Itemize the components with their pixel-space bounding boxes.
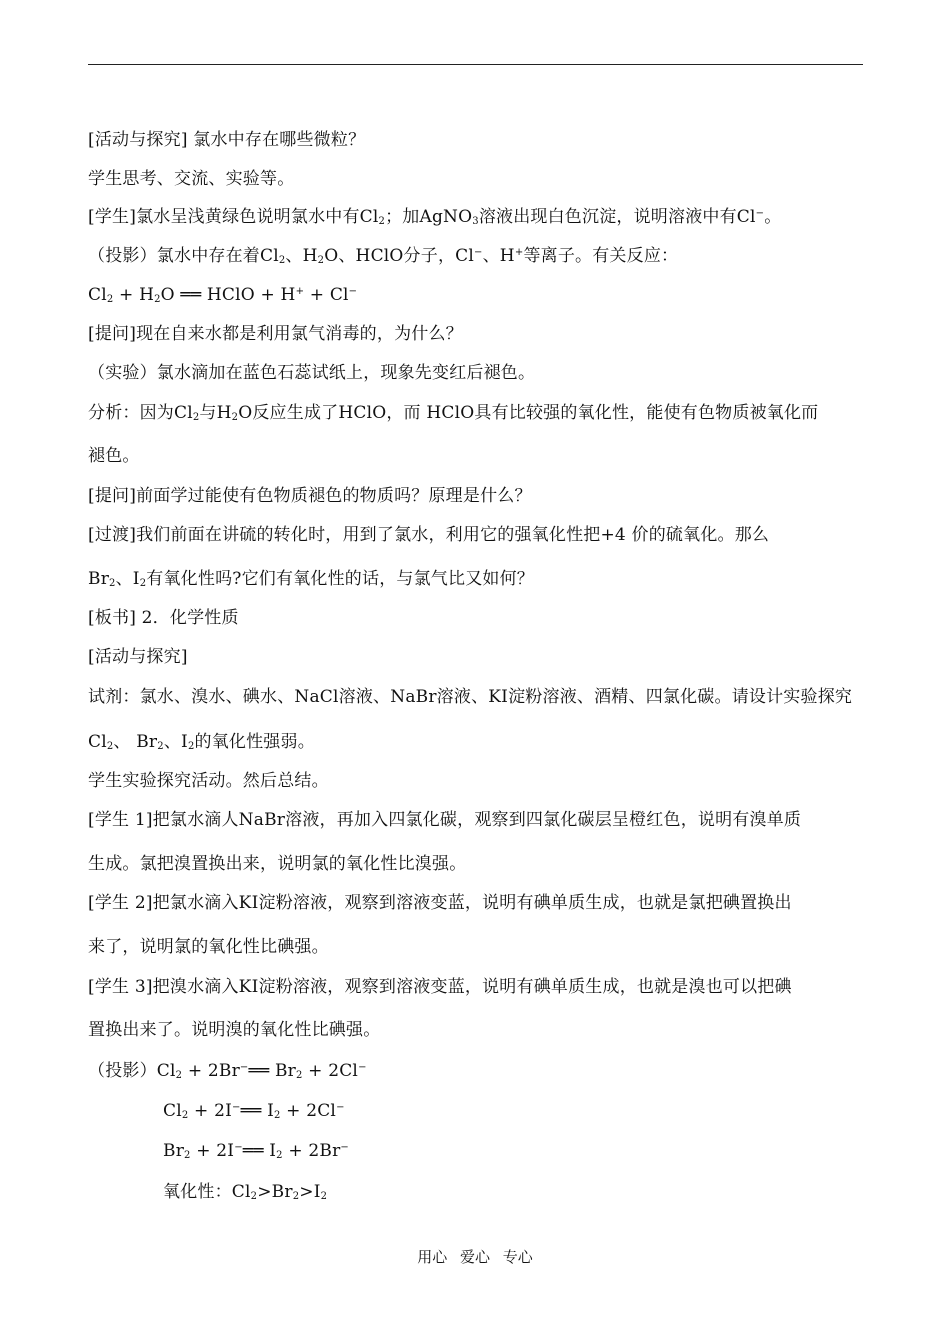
header-rule bbox=[88, 64, 863, 65]
text-line: 试剂：氯水、溴水、碘水、NaCl溶液、NaBr溶液、KI淀粉溶液、酒精、四氯化碳。请设计实验探究 bbox=[88, 687, 853, 707]
text-line: 置换出来了。说明溴的氧化性比碘强。 bbox=[88, 1020, 381, 1040]
text-line: [学生]氯水呈浅黄绿色说明氯水中有$Cl_2$；加AgNO$_3$溶液出现白色沉淀，说明溶液中有Cl−。 bbox=[88, 207, 782, 227]
text-line: [板书] 2．化学性质 bbox=[88, 608, 239, 628]
text-line: $Cl_2$、 $Br_2$、$I_2$的氧化性强弱。 bbox=[88, 732, 315, 752]
text-line: $Br_2$、$I_2$有氧化性吗?它们有氧化性的话，与氯气比又如何？ bbox=[88, 569, 534, 589]
text-line: [提问]前面学过能使有色物质褪色的物质吗？原理是什么？ bbox=[88, 486, 532, 506]
equation-line: $Br_2$ + 2I−══ $I_2 + 2Br^-$ bbox=[163, 1141, 350, 1161]
text-line: [活动与探究] bbox=[88, 647, 188, 667]
text-line: 褪色。 bbox=[88, 446, 140, 466]
oxidizing-order-line: 氧化性：$Cl_2>Br_2>I_2$ bbox=[163, 1182, 328, 1202]
equation-line: （投影）$Cl_2$ + 2Br−══ $Br_2 + 2Cl^-$ bbox=[88, 1061, 367, 1081]
text-line: [过渡]我们前面在讲硫的转化时，用到了氯水，利用它的强氧化性把+4 价的硫氧化。那么 bbox=[88, 525, 770, 545]
text-line: （实验）氯水滴加在蓝色石蕊试纸上，现象先变红后褪色。 bbox=[88, 363, 536, 383]
equation-line: $Cl_2 + H_2O$ ══ HClO + H+ + Cl− bbox=[88, 285, 358, 305]
equation-line: $Cl_2$ + 2I−══ $I_2 + 2Cl^-$ bbox=[163, 1101, 345, 1121]
text-line: （投影）氯水中存在着$Cl_2$、$H_2O$、HClO分子，Cl−、H+等离子。有关反应： bbox=[88, 246, 679, 266]
text-line: 学生思考、交流、实验等。 bbox=[88, 169, 295, 189]
text-line: [学生 2]把氯水滴入KI淀粉溶液，观察到溶液变蓝，说明有碘单质生成，也就是氯把碘置换出 bbox=[88, 893, 792, 913]
text-line: 学生实验探究活动。然后总结。 bbox=[88, 771, 329, 791]
text-line: [活动与探究] 氯水中存在哪些微粒？ bbox=[88, 130, 366, 150]
text-line: [学生 1]把氯水滴人NaBr溶液，再加入四氯化碳，观察到四氯化碳层呈橙红色，说明有溴单质 bbox=[88, 810, 802, 830]
text-line: 分析：因为$Cl_2$与$H_2O$反应生成了HClO，而 HClO具有比较强的氧化性，能使有色物质被氧化而 bbox=[88, 403, 819, 423]
text-line: 来了，说明氯的氧化性比碘强。 bbox=[88, 937, 329, 957]
text-line: [提问]现在自来水都是利用氯气消毒的，为什么？ bbox=[88, 324, 463, 344]
page-footer: 用心 爱心 专心 bbox=[417, 1248, 533, 1266]
text-line: 生成。氯把溴置换出来，说明氯的氧化性比溴强。 bbox=[88, 854, 467, 874]
text-line: [学生 3]把溴水滴入KI淀粉溶液，观察到溶液变蓝，说明有碘单质生成，也就是溴也可以把碘 bbox=[88, 977, 792, 997]
